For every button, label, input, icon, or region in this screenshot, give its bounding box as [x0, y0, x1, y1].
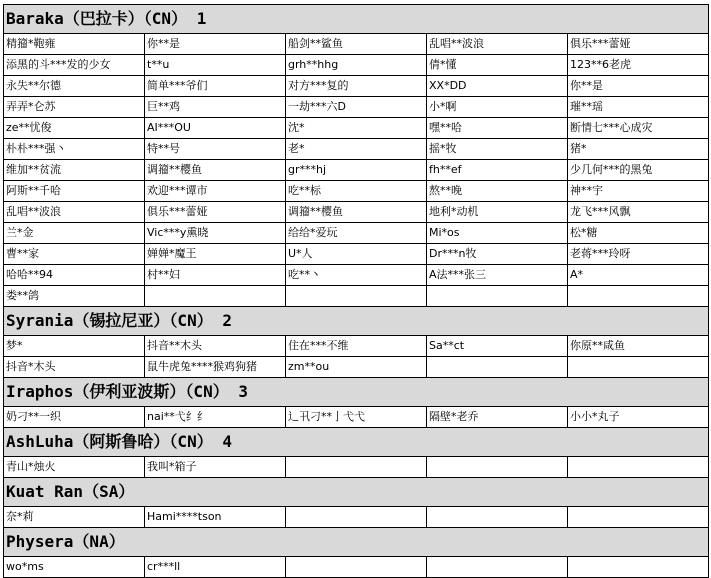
- player-name-cell: [568, 357, 709, 378]
- player-name-cell: 摇*牧: [427, 139, 568, 160]
- server-title: Iraphos（伊利亚波斯）（CN） 3: [4, 378, 709, 407]
- player-row: [4, 181, 709, 202]
- player-row: [4, 76, 709, 97]
- player-name-cell: 乱唱**波浪: [4, 202, 145, 223]
- player-name-cell: 弄弄*仑苏: [4, 97, 145, 118]
- player-row: [4, 507, 709, 528]
- player-name-cell: 断情七***心成灾: [568, 118, 709, 139]
- player-name-cell: 住在***不维: [286, 336, 427, 357]
- player-name-cell: XX*DD: [427, 76, 568, 97]
- player-name-cell: 简单***爷们: [145, 76, 286, 97]
- player-name-cell: 奈*莉: [4, 507, 145, 528]
- player-row: [4, 202, 709, 223]
- player-row: [4, 118, 709, 139]
- player-row: [4, 357, 709, 378]
- player-name-cell: ze**忧俊: [4, 118, 145, 139]
- player-name-cell: 调籀**樱鱼: [286, 202, 427, 223]
- player-name-cell: 猪*: [568, 139, 709, 160]
- player-name-cell: 村**妇: [145, 265, 286, 286]
- player-name-cell: t**u: [145, 55, 286, 76]
- player-name-cell: 你原**咸鱼: [568, 336, 709, 357]
- player-name-cell: 永失**尔德: [4, 76, 145, 97]
- player-name-cell: 地利*动机: [427, 202, 568, 223]
- player-name-cell: A*: [568, 265, 709, 286]
- player-name-cell: Sa**ct: [427, 336, 568, 357]
- player-name-cell: 神**宇: [568, 181, 709, 202]
- player-name-cell: [568, 557, 709, 578]
- player-name-cell: 船剑**鲨鱼: [286, 34, 427, 55]
- player-name-cell: [286, 507, 427, 528]
- player-row: [4, 557, 709, 578]
- player-name-cell: 老*: [286, 139, 427, 160]
- player-name-cell: 特**号: [145, 139, 286, 160]
- server-section-header: [4, 5, 709, 34]
- player-name-cell: [568, 457, 709, 478]
- player-name-cell: 你**是: [568, 76, 709, 97]
- player-name-cell: A法***张三: [427, 265, 568, 286]
- player-name-cell: fh**ef: [427, 160, 568, 181]
- server-section-header: [4, 307, 709, 336]
- player-name-cell: 对方***复的: [286, 76, 427, 97]
- player-name-cell: 添黑的斗***发的少女: [4, 55, 145, 76]
- player-name-cell: 抖音**木头: [145, 336, 286, 357]
- player-name-cell: 松*糖: [568, 223, 709, 244]
- player-name-cell: 乱唱**波浪: [427, 34, 568, 55]
- player-name-cell: 巨**鸡: [145, 97, 286, 118]
- player-name-cell: 嘿**哈: [427, 118, 568, 139]
- player-name-cell: 调籀**樱鱼: [145, 160, 286, 181]
- player-name-cell: [427, 357, 568, 378]
- player-name-cell: 抖音*木头: [4, 357, 145, 378]
- player-name-cell: 隔壁*老乔: [427, 407, 568, 428]
- player-row: [4, 55, 709, 76]
- player-name-cell: 老蒋***玲呀: [568, 244, 709, 265]
- player-row: [4, 34, 709, 55]
- player-row: [4, 265, 709, 286]
- server-title: Baraka（巴拉卡）（CN） 1: [4, 5, 709, 34]
- player-name-cell: 我叫*箱子: [145, 457, 286, 478]
- player-name-cell: [427, 286, 568, 307]
- player-name-cell: Mi*os: [427, 223, 568, 244]
- player-name-cell: wo*ms: [4, 557, 145, 578]
- player-row: [4, 457, 709, 478]
- player-name-cell: 奶刁**一织: [4, 407, 145, 428]
- player-name-cell: 小*啊: [427, 97, 568, 118]
- player-list-table: [3, 4, 709, 578]
- player-name-cell: 龙飞***风飘: [568, 202, 709, 223]
- player-name-cell: 哈哈**94: [4, 265, 145, 286]
- player-name-cell: 吃**标: [286, 181, 427, 202]
- player-name-cell: grh**hhg: [286, 55, 427, 76]
- player-name-cell: 俱乐***蕾娅: [145, 202, 286, 223]
- player-row: [4, 139, 709, 160]
- server-title: Syrania（锡拉尼亚）（CN） 2: [4, 307, 709, 336]
- player-name-cell: [568, 507, 709, 528]
- player-name-cell: [568, 286, 709, 307]
- server-section-header: [4, 378, 709, 407]
- player-row: [4, 97, 709, 118]
- player-name-cell: gr***hj: [286, 160, 427, 181]
- player-name-cell: [286, 557, 427, 578]
- player-name-cell: [427, 507, 568, 528]
- player-list-body: [4, 5, 709, 578]
- player-name-cell: 俱乐***蕾娅: [568, 34, 709, 55]
- player-name-cell: 辶卂刁**亅弋弋: [286, 407, 427, 428]
- player-row: [4, 407, 709, 428]
- player-name-cell: 给给*爱玩: [286, 223, 427, 244]
- player-name-cell: U*人: [286, 244, 427, 265]
- player-name-cell: 兰*金: [4, 223, 145, 244]
- player-name-cell: 少几何***的黑兔: [568, 160, 709, 181]
- player-name-cell: 123**6老虎: [568, 55, 709, 76]
- player-name-cell: 倩*懂: [427, 55, 568, 76]
- player-name-cell: cr***ll: [145, 557, 286, 578]
- player-name-cell: zm**ou: [286, 357, 427, 378]
- player-name-cell: 你**是: [145, 34, 286, 55]
- player-name-cell: 熬**晚: [427, 181, 568, 202]
- player-name-cell: 吃**丶: [286, 265, 427, 286]
- player-row: [4, 286, 709, 307]
- player-name-cell: Hami****tson: [145, 507, 286, 528]
- server-section-header: [4, 478, 709, 507]
- player-name-cell: 朴朴***强丶: [4, 139, 145, 160]
- player-name-cell: [427, 557, 568, 578]
- player-name-cell: 一劫***六D: [286, 97, 427, 118]
- player-name-cell: nai**弋纟纟: [145, 407, 286, 428]
- server-section-header: [4, 428, 709, 457]
- player-name-cell: 维加**贫流: [4, 160, 145, 181]
- server-title: AshLuha（阿斯鲁哈）（CN） 4: [4, 428, 709, 457]
- player-name-cell: 小小*丸子: [568, 407, 709, 428]
- player-name-cell: 阿斯**千哈: [4, 181, 145, 202]
- player-name-cell: 曹**家: [4, 244, 145, 265]
- player-row: [4, 244, 709, 265]
- player-name-cell: 欢迎***谭市: [145, 181, 286, 202]
- player-name-cell: [286, 457, 427, 478]
- player-row: [4, 160, 709, 181]
- player-name-cell: 鼠牛虎兔****猴鸡狗猪: [145, 357, 286, 378]
- player-row: [4, 223, 709, 244]
- server-title: Kuat Ran（SA）: [4, 478, 709, 507]
- player-name-cell: 梦*: [4, 336, 145, 357]
- player-name-cell: 精籀*鞄雍: [4, 34, 145, 55]
- player-name-cell: AI***OU: [145, 118, 286, 139]
- player-name-cell: [145, 286, 286, 307]
- player-row: [4, 336, 709, 357]
- player-name-cell: 婵婵*魔王: [145, 244, 286, 265]
- player-name-cell: [427, 457, 568, 478]
- player-name-cell: 娄**鸽: [4, 286, 145, 307]
- player-name-cell: Vic***y熏晓: [145, 223, 286, 244]
- server-title: Physera（NA）: [4, 528, 709, 557]
- player-name-cell: 璀**瑶: [568, 97, 709, 118]
- player-name-cell: 青山*烛火: [4, 457, 145, 478]
- player-name-cell: [286, 286, 427, 307]
- server-section-header: [4, 528, 709, 557]
- player-name-cell: 沈*: [286, 118, 427, 139]
- player-name-cell: Dr***n牧: [427, 244, 568, 265]
